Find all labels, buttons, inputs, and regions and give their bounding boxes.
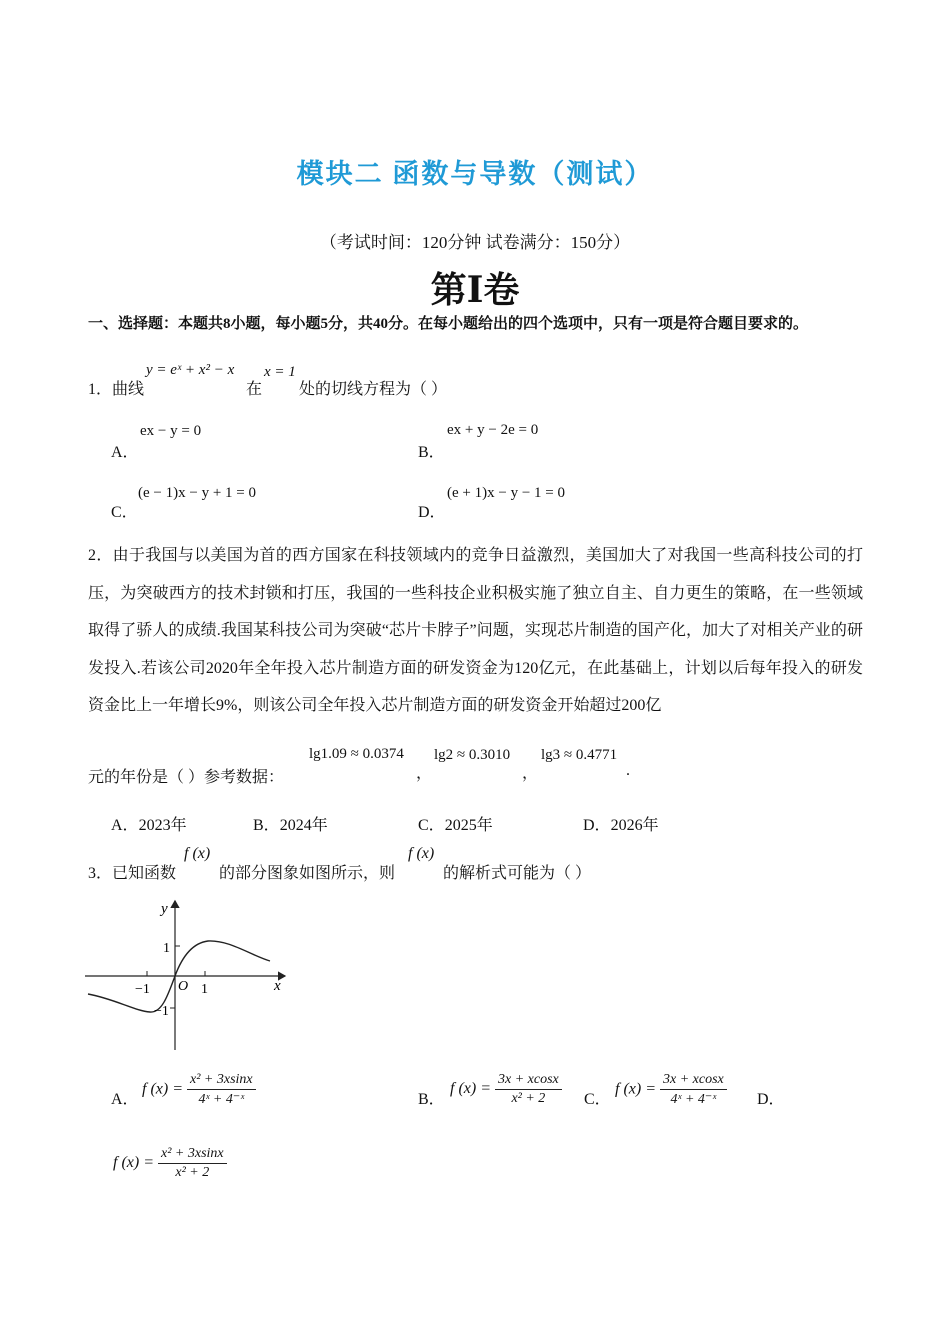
- x-axis-label: x: [274, 978, 281, 994]
- y-tick-label-neg1: −1: [154, 1004, 169, 1019]
- volume-heading: 第Ⅰ卷: [430, 270, 520, 310]
- q3-option-d-expr: f (x) = $\frac{\text{x² + 3xsinx}}{\text{x² + 2}}$: [113, 1146, 227, 1181]
- q3-number: 3．: [88, 865, 113, 882]
- q2-option-c[interactable]: C．2025年: [418, 817, 493, 834]
- page-title: 模块二 函数与导数（测试）: [296, 159, 654, 189]
- q2-ref-lg3: lg3 ≈ 0.4771: [541, 747, 618, 763]
- q2-option-a[interactable]: A．2023年: [111, 817, 187, 834]
- q3-option-a-expr: f (x) = $\frac{\text{x² + 3xsinx}}{\text{4ˣ + 4⁻ˣ}}$: [142, 1072, 256, 1108]
- q3-fx-2: f (x): [408, 845, 435, 862]
- q2-comma-1: ，: [416, 765, 433, 782]
- q3-option-c-expr: f (x) = $\frac{3x + xcosx}{\text{4ˣ + 4⁻ˣ}}$: [615, 1072, 727, 1108]
- q3-option-c-label[interactable]: C．: [584, 1091, 611, 1108]
- q3-option-a-label[interactable]: A．: [111, 1091, 139, 1108]
- q1-option-a-label[interactable]: A．: [111, 444, 139, 461]
- q2-text: [88, 537, 863, 725]
- q1-option-c-expr: (e − 1)x − y + 1 = 0: [138, 485, 256, 501]
- section-heading: 一、选择题：本题共8小题，每小题5分，共40分。在每小题给出的四个选项中，只有一项是符合题目要求的。: [88, 316, 809, 332]
- q2-ref-lg109: lg1.09 ≈ 0.0374: [309, 746, 404, 762]
- q2-comma-2: ，: [522, 765, 539, 782]
- q2-period: .: [626, 762, 630, 779]
- y-axis-label: y: [161, 901, 168, 917]
- q2-option-d[interactable]: D．2026年: [583, 817, 659, 834]
- q2-ref-lg2: lg2 ≈ 0.3010: [434, 747, 511, 763]
- q2-number: 2．: [88, 547, 113, 564]
- q3-prefix: 已知函数: [112, 865, 177, 882]
- q1-suffix: 处的切线方程为（ ）: [299, 381, 448, 398]
- q1-at: 在: [246, 381, 263, 398]
- q3-function-graph: [80, 895, 295, 1055]
- q1-prefix: 曲线: [112, 381, 145, 398]
- q1-curve: y = eˣ + x² − x: [146, 362, 235, 378]
- x-tick-label-neg1: −1: [135, 982, 150, 997]
- exam-info: （考试时间：120分钟 试卷满分：150分）: [319, 233, 631, 252]
- y-tick-label-1: 1: [163, 941, 170, 956]
- q3-option-b-expr: f (x) = $\frac{3x + xcosx}{\text{x² + 2}}$: [450, 1072, 562, 1107]
- q2-option-b[interactable]: B．2024年: [253, 817, 328, 834]
- q1-option-c-label[interactable]: C．: [111, 504, 138, 521]
- q3-fx-1: f (x): [184, 845, 211, 862]
- q2-body: 由于我国与以美国为首的西方国家在科技领域内的竞争日益激烈，美国加大了对我国一些高科技公司的打压，为突破西方的技术封锁和打压，我国的一些科技企业积极实施了独立自主、自力更生的策略，在一些领域取得了骄人的成绩.我国某科技公司为突破“芯片卡脖子”问题，实现芯片制造的国产化，加大了对相关产业的研发投入.若该公司2020年全年投入芯片制造方面的研发资金为120亿元，在此基础上，计划以后每年投入的研发资金比上一年增长9%，则该公司全年投入芯片制造方面的研发资金开始超过200亿: [88, 547, 863, 714]
- q1-point: x = 1: [264, 364, 296, 380]
- q3-suffix: 的解析式可能为（ ）: [443, 865, 592, 882]
- q3-option-d-label[interactable]: D．: [757, 1091, 785, 1108]
- q2-tail: 元的年份是（ ）参考数据：: [88, 769, 285, 786]
- q1-option-b-label[interactable]: B．: [418, 444, 445, 461]
- q1-number: 1．: [88, 381, 113, 398]
- q1-option-b-expr: ex + y − 2e = 0: [447, 422, 539, 438]
- q1-option-d-label[interactable]: D．: [418, 504, 446, 521]
- q1-option-a-expr: ex − y = 0: [140, 423, 202, 439]
- q3-option-b-label[interactable]: B．: [418, 1091, 445, 1108]
- q3-mid: 的部分图象如图所示，则: [219, 865, 396, 882]
- origin-label: O: [178, 979, 189, 994]
- q1-option-d-expr: (e + 1)x − y − 1 = 0: [447, 485, 565, 501]
- x-tick-label-1: 1: [201, 982, 208, 997]
